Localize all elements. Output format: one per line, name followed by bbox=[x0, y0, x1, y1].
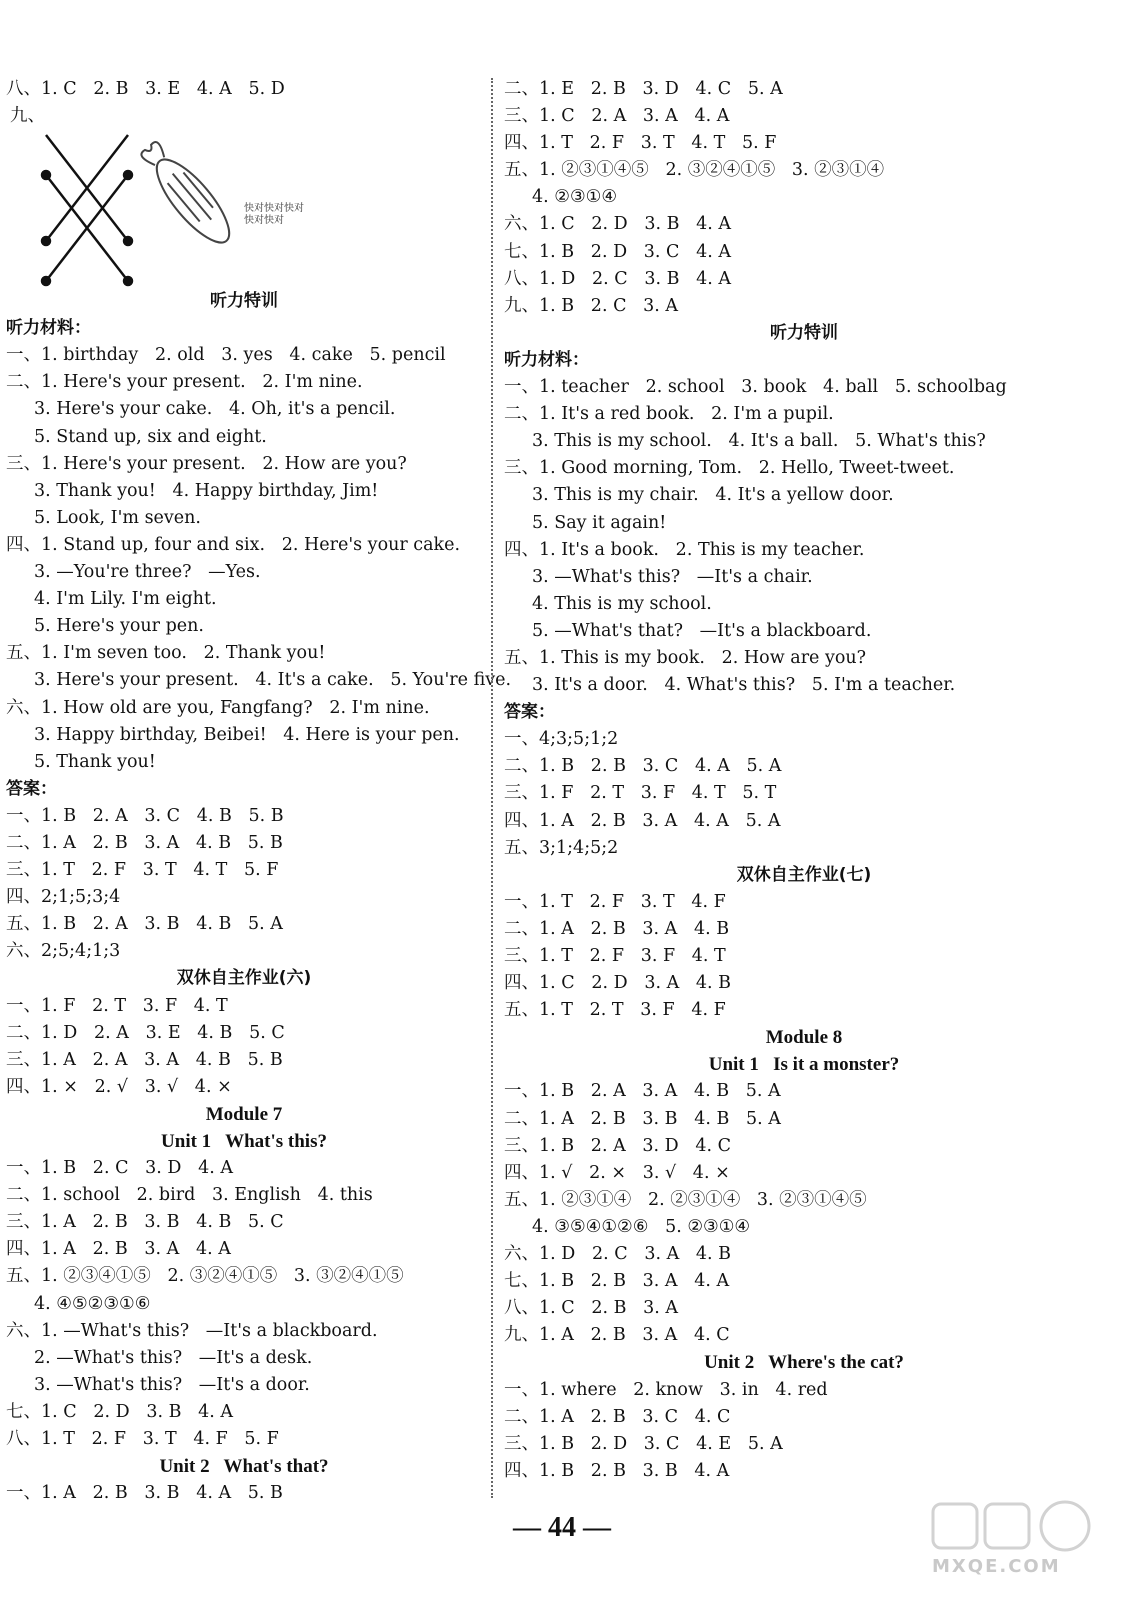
answer-line: 四、1. C 2. D 3. A 4. B bbox=[504, 973, 732, 994]
answer-line: 一、1. B 2. A 3. A 4. B 5. A bbox=[504, 1081, 781, 1102]
subsection-label: 听力材料： bbox=[6, 318, 91, 339]
answer-line: 二、1. E 2. B 3. D 4. C 5. A bbox=[504, 79, 783, 99]
section-heading: 双休自主作业(七) bbox=[736, 864, 872, 885]
answer-line: 一、1. birthday 2. old 3. yes 4. cake 5. pencil bbox=[6, 345, 446, 366]
answer-line: 3. This is my school. 4. It's a ball. 5. What's this? bbox=[532, 431, 986, 452]
answer-line: 二、1. A 2. B 3. C 4. C bbox=[504, 1406, 731, 1427]
answer-line: 二、1. A 2. B 3. A 4. B 5. B bbox=[6, 832, 283, 853]
section-heading: Unit 2 What's that? bbox=[159, 1456, 329, 1478]
subsection-label: 答案： bbox=[504, 702, 555, 723]
answer-line: 六、1. D 2. C 3. A 4. B bbox=[504, 1244, 732, 1265]
answer-line: 3. Here's your cake. 4. Oh, it's a pencil. bbox=[34, 399, 396, 420]
answer-line: 五、1. ②③④①⑤ 2. ③②④①⑤ 3. ③②④①⑤ bbox=[6, 1266, 404, 1287]
match-label: 九、 bbox=[10, 106, 45, 127]
answer-line: 七、1. C 2. D 3. B 4. A bbox=[6, 1401, 234, 1422]
answer-line: 二、1. B 2. B 3. C 4. A 5. A bbox=[504, 756, 782, 777]
section-heading: Unit 1 What's this? bbox=[161, 1131, 327, 1152]
answer-line: 一、1. T 2. F 3. T 4. F bbox=[504, 891, 726, 912]
answer-line: 3. Thank you! 4. Happy birthday, Jim! bbox=[34, 480, 379, 501]
answer-line: 七、1. B 2. B 3. A 4. A bbox=[504, 1271, 730, 1292]
answer-line: 5. Thank you! bbox=[34, 751, 156, 772]
answer-line: 三、1. F 2. T 3. F 4. T 5. T bbox=[504, 783, 777, 804]
answer-line: 六、1. C 2. D 3. B 4. A bbox=[504, 214, 732, 235]
section-heading: Module 7 bbox=[205, 1103, 283, 1125]
section-heading: 听力特训 bbox=[210, 291, 278, 312]
column-divider bbox=[491, 78, 493, 1498]
answer-line: 一、1. B 2. A 3. C 4. B 5. B bbox=[6, 805, 284, 826]
answer-line: 5. Say it again! bbox=[532, 512, 667, 533]
answer-line: 七、1. B 2. D 3. C 4. A bbox=[504, 241, 732, 262]
answer-line: 四、1. × 2. √ 3. √ 4. × bbox=[6, 1076, 232, 1097]
answer-line: 3. This is my chair. 4. It's a yellow door. bbox=[532, 485, 894, 506]
answer-line: 四、2;1;5;3;4 bbox=[6, 887, 121, 908]
subsection-label: 答案： bbox=[6, 778, 57, 799]
answer-line: 4. I'm Lily. I'm eight. bbox=[34, 589, 217, 610]
answer-line: 九、1. A 2. B 3. A 4. C bbox=[504, 1325, 730, 1346]
answer-line: 三、1. T 2. F 3. T 4. T 5. F bbox=[6, 860, 279, 881]
answer-line: 3. Happy birthday, Beibei! 4. Here is your pen. bbox=[34, 724, 460, 745]
answer-line: 4. ②③①④ bbox=[532, 187, 618, 208]
answer-line: 5. —What's that? —It's a blackboard. bbox=[532, 620, 872, 641]
answer-line: 八、1. D 2. C 3. B 4. A bbox=[504, 268, 732, 289]
answer-line: 3. It's a door. 4. What's this? 5. I'm a teacher. bbox=[532, 675, 956, 696]
answer-line: 4. ④⑤②③①⑥ bbox=[34, 1293, 151, 1314]
answer-line: 九、1. B 2. C 3. A bbox=[504, 295, 679, 316]
answer-line: 一、1. F 2. T 3. F 4. T bbox=[6, 995, 228, 1016]
answer-line: 四、1. Stand up, four and six. 2. Here's your cake. bbox=[6, 534, 461, 555]
answer-line: 一、1. B 2. C 3. D 4. A bbox=[6, 1158, 234, 1179]
answer-line: 3. Here's your present. 4. It's a cake. 5. You're five. bbox=[34, 670, 512, 691]
answer-line: 3. —What's this? —It's a chair. bbox=[532, 566, 813, 587]
answer-line: 四、1. A 2. B 3. A 4. A bbox=[6, 1239, 231, 1260]
section-heading: Unit 1 Is it a monster? bbox=[708, 1054, 900, 1076]
section-heading: Unit 2 Where's the cat? bbox=[704, 1352, 904, 1374]
watermark-text: MXQE.COM bbox=[932, 1556, 1061, 1577]
answer-line: 5. Here's your pen. bbox=[34, 616, 204, 637]
answer-line: 二、1. It's a red book. 2. I'm a pupil. bbox=[504, 404, 834, 425]
matching-lines-drawing bbox=[28, 131, 238, 291]
answer-line: 3. —You're three? —Yes. bbox=[34, 562, 261, 583]
answer-line: 四、1. T 2. F 3. T 4. T 5. F bbox=[504, 133, 777, 154]
matching-exercise bbox=[6, 103, 482, 288]
answer-line: 二、1. A 2. B 3. A 4. B bbox=[504, 918, 730, 939]
answer-line: 三、1. B 2. A 3. D 4. C bbox=[504, 1135, 732, 1156]
right-column bbox=[504, 76, 1104, 1485]
answer-line: 5. Look, I'm seven. bbox=[34, 507, 201, 528]
answer-line: 三、1. B 2. D 3. C 4. E 5. A bbox=[504, 1433, 783, 1454]
answer-line: 2. —What's this? —It's a desk. bbox=[34, 1347, 313, 1368]
answer-line: 二、1. D 2. A 3. E 4. B 5. C bbox=[6, 1022, 285, 1043]
answer-line: 三、1. A 2. A 3. A 4. B 5. B bbox=[6, 1049, 283, 1070]
answer-line: 五、3;1;4;5;2 bbox=[504, 837, 619, 858]
answer-line: 五、1. I'm seven too. 2. Thank you! bbox=[6, 643, 326, 664]
answer-line: 四、1. It's a book. 2. This is my teacher. bbox=[504, 539, 865, 560]
answer-line: 八、1. C 2. B 3. E 4. A 5. D bbox=[6, 79, 285, 99]
answer-line: 二、1. Here's your present. 2. I'm nine. bbox=[6, 372, 363, 393]
answer-line: 六、1. How old are you, Fangfang? 2. I'm nine. bbox=[6, 697, 430, 718]
page-number: — 44 — bbox=[513, 1512, 611, 1543]
answer-line: 5. Stand up, six and eight. bbox=[34, 426, 267, 447]
answer-line: 三、1. A 2. B 3. B 4. B 5. C bbox=[6, 1212, 284, 1233]
answer-line: 三、1. Here's your present. 2. How are you? bbox=[6, 453, 407, 474]
answer-line: 四、1. √ 2. × 3. √ 4. × bbox=[504, 1162, 730, 1183]
answer-line: 4. ③⑤④①②⑥ 5. ②③①④ bbox=[532, 1216, 751, 1237]
answer-line: 五、1. ②③①④ 2. ②③①④ 3. ②③①④⑤ bbox=[504, 1189, 867, 1210]
answer-line: 3. —What's this? —It's a door. bbox=[34, 1374, 310, 1395]
answer-line: 六、1. —What's this? —It's a blackboard. bbox=[6, 1320, 378, 1341]
answer-line: 二、1. A 2. B 3. B 4. B 5. A bbox=[504, 1108, 781, 1129]
answer-line: 三、1. Good morning, Tom. 2. Hello, Tweet-tweet. bbox=[504, 458, 955, 479]
section-heading: 双休自主作业(六) bbox=[176, 968, 312, 989]
answer-line: 四、1. B 2. B 3. B 4. A bbox=[504, 1460, 730, 1481]
answer-line: 一、4;3;5;1;2 bbox=[504, 729, 619, 750]
answer-line: 一、1. teacher 2. school 3. book 4. ball 5. schoolbag bbox=[504, 377, 1007, 398]
answer-line: 八、1. C 2. B 3. A bbox=[504, 1298, 679, 1319]
answer-line: 五、1. T 2. T 3. F 4. F bbox=[504, 1000, 726, 1021]
answer-line: 八、1. T 2. F 3. T 4. F 5. F bbox=[6, 1429, 279, 1450]
answer-line: 4. This is my school. bbox=[532, 593, 712, 614]
answer-line: 六、2;5;4;1;3 bbox=[6, 941, 121, 962]
answer-line: 二、1. school 2. bird 3. English 4. this bbox=[6, 1185, 373, 1206]
answer-line: 五、1. This is my book. 2. How are you? bbox=[504, 647, 867, 668]
section-heading: Module 8 bbox=[765, 1027, 843, 1049]
subsection-label: 听力材料： bbox=[504, 349, 589, 370]
handwriting-scribble: 快对快对快对 快对快对 bbox=[244, 203, 304, 227]
answer-line: 五、1. ②③①④⑤ 2. ③②④①⑤ 3. ②③①④ bbox=[504, 160, 885, 181]
section-heading: 听力特训 bbox=[770, 322, 838, 343]
answer-line: 五、1. B 2. A 3. B 4. B 5. A bbox=[6, 914, 283, 935]
answer-line: 一、1. where 2. know 3. in 4. red bbox=[504, 1379, 828, 1400]
left-column bbox=[6, 76, 512, 1507]
answer-line: 四、1. A 2. B 3. A 4. A 5. A bbox=[504, 810, 781, 831]
answer-line: 一、1. A 2. B 3. B 4. A 5. B bbox=[6, 1483, 283, 1504]
answer-line: 三、1. C 2. A 3. A 4. A bbox=[504, 106, 730, 127]
answer-line: 三、1. T 2. F 3. F 4. T bbox=[504, 946, 726, 966]
